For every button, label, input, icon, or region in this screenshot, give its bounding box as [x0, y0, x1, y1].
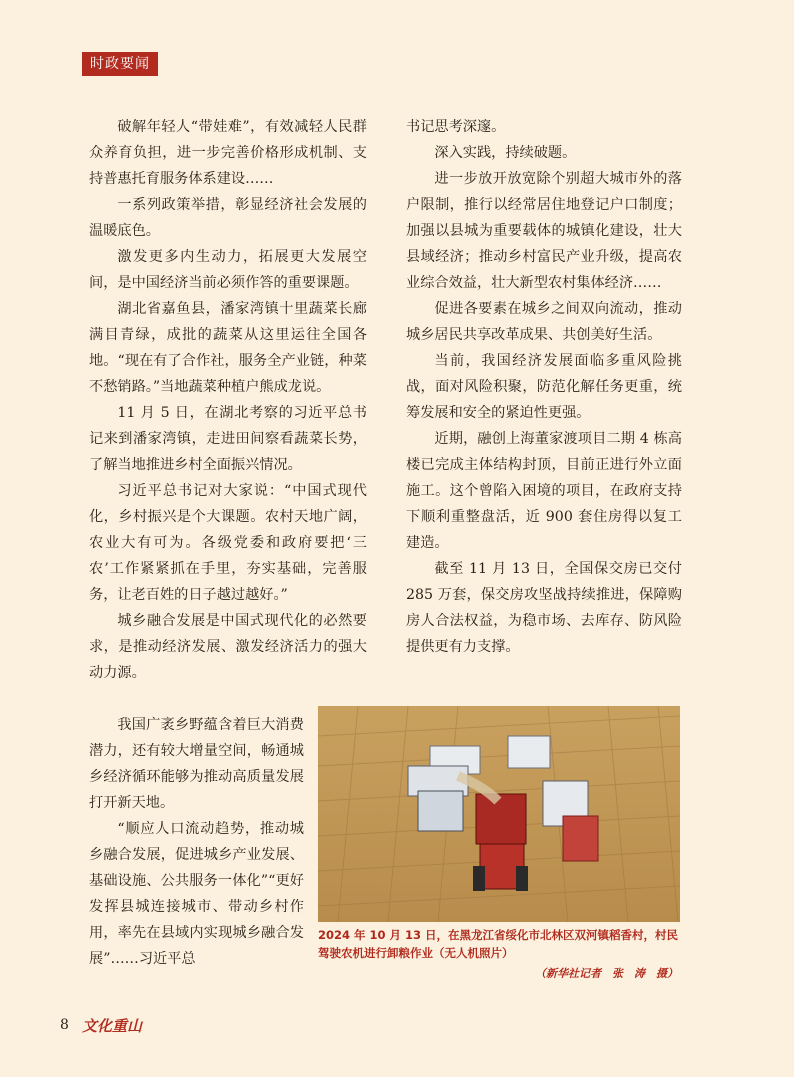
paragraph: 深入实践，持续破题。	[434, 145, 577, 161]
journal-logo: 文化重山	[82, 1017, 143, 1035]
paragraph: 近期，融创上海董家渡项目二期 4 栋高楼已完成主体结构封顶，目前正进行外立面施工。这个曾陷入困境的项目，在政府支持下顺利重整盘活，近 900 套住房得以复工建造。	[406, 431, 682, 551]
tractor	[473, 794, 528, 891]
paragraph: 习近平总书记对大家说：“中国式现代化，乡村振兴是个大课题。农村天地广阔，农业大有可为。各级党委和政府要把‘三农’工作紧紧抓在手里，夯实基础，完善服务，让老百姓的日子越过越好。”	[89, 483, 367, 603]
article-column-left	[89, 114, 367, 686]
paragraph: 湖北省嘉鱼县，潘家湾镇十里蔬菜长廊满目青绿，成批的蔬菜从这里运往全国各地。“现在有了合作社，服务全产业链，种菜不愁销路。”当地蔬菜种植户熊成龙说。	[89, 301, 367, 395]
paragraph: 当前，我国经济发展面临多重风险挑战，面对风险积聚，防范化解任务更重，统筹发展和安全的紧迫性更强。	[406, 353, 682, 421]
paragraph: 促进各要素在城乡之间双向流动，推动城乡居民共享改革成果、共创美好生活。	[406, 301, 682, 343]
article-column-right	[406, 114, 682, 660]
paragraph: 城乡融合发展是中国式现代化的必然要求，是推动经济发展、激发经济活力的强大动力源。	[89, 613, 367, 681]
photo-caption: 2024 年 10 月 13 日，在黑龙江省绥化市北林区双河镇稻香村，村民驾驶农机进行卸粮作业（无人机照片）	[318, 928, 679, 960]
photo-credit: （新华社记者 张 涛 摄）	[535, 967, 678, 980]
harvest-photo	[318, 706, 680, 922]
paragraph: 激发更多内生动力，拓展更大发展空间，是中国经济当前必须作答的重要课题。	[89, 249, 367, 291]
page-number: 8	[60, 1017, 69, 1033]
section-tag: 时政要闻	[82, 52, 158, 76]
paragraph: 进一步放开放宽除个别超大城市外的落户限制，推行以经常居住地登记户口制度；加强以县城为重要载体的城镇化建设，壮大县域经济；推动乡村富民产业升级，提高农业综合效益，壮大新型农村集体经济……	[406, 171, 682, 291]
paragraph: 破解年轻人“带娃难”，有效减轻人民群众养育负担，进一步完善价格形成机制、支持普惠托育服务体系建设……	[89, 119, 367, 187]
paragraph: 一系列政策举措，彰显经济社会发展的温暖底色。	[89, 197, 367, 239]
paragraph: 我国广袤乡野蕴含着巨大消费潜力，还有较大增量空间，畅通城乡经济循环能够为推动高质量发展打开新天地。	[89, 717, 304, 811]
paragraph: 11 月 5 日，在湖北考察的习近平总书记来到潘家湾镇，走进田间察看蔬菜长势，了解当地推进乡村全面振兴情况。	[89, 405, 367, 473]
paragraph: 书记思考深邃。	[406, 119, 506, 135]
article-column-left-lower	[89, 712, 304, 972]
paragraph: “顺应人口流动趋势，推动城乡融合发展，促进城乡产业发展、基础设施、公共服务一体化”“更好发挥县城连接城市、带动乡村作用，率先在县域内实现城乡融合发展”……习近平总	[89, 821, 304, 967]
paragraph: 截至 11 月 13 日，全国保交房已交付 285 万套，保交房攻坚战持续推进，保障购房人合法权益，为稳市场、去库存、防风险提供更有力支撑。	[406, 561, 682, 655]
